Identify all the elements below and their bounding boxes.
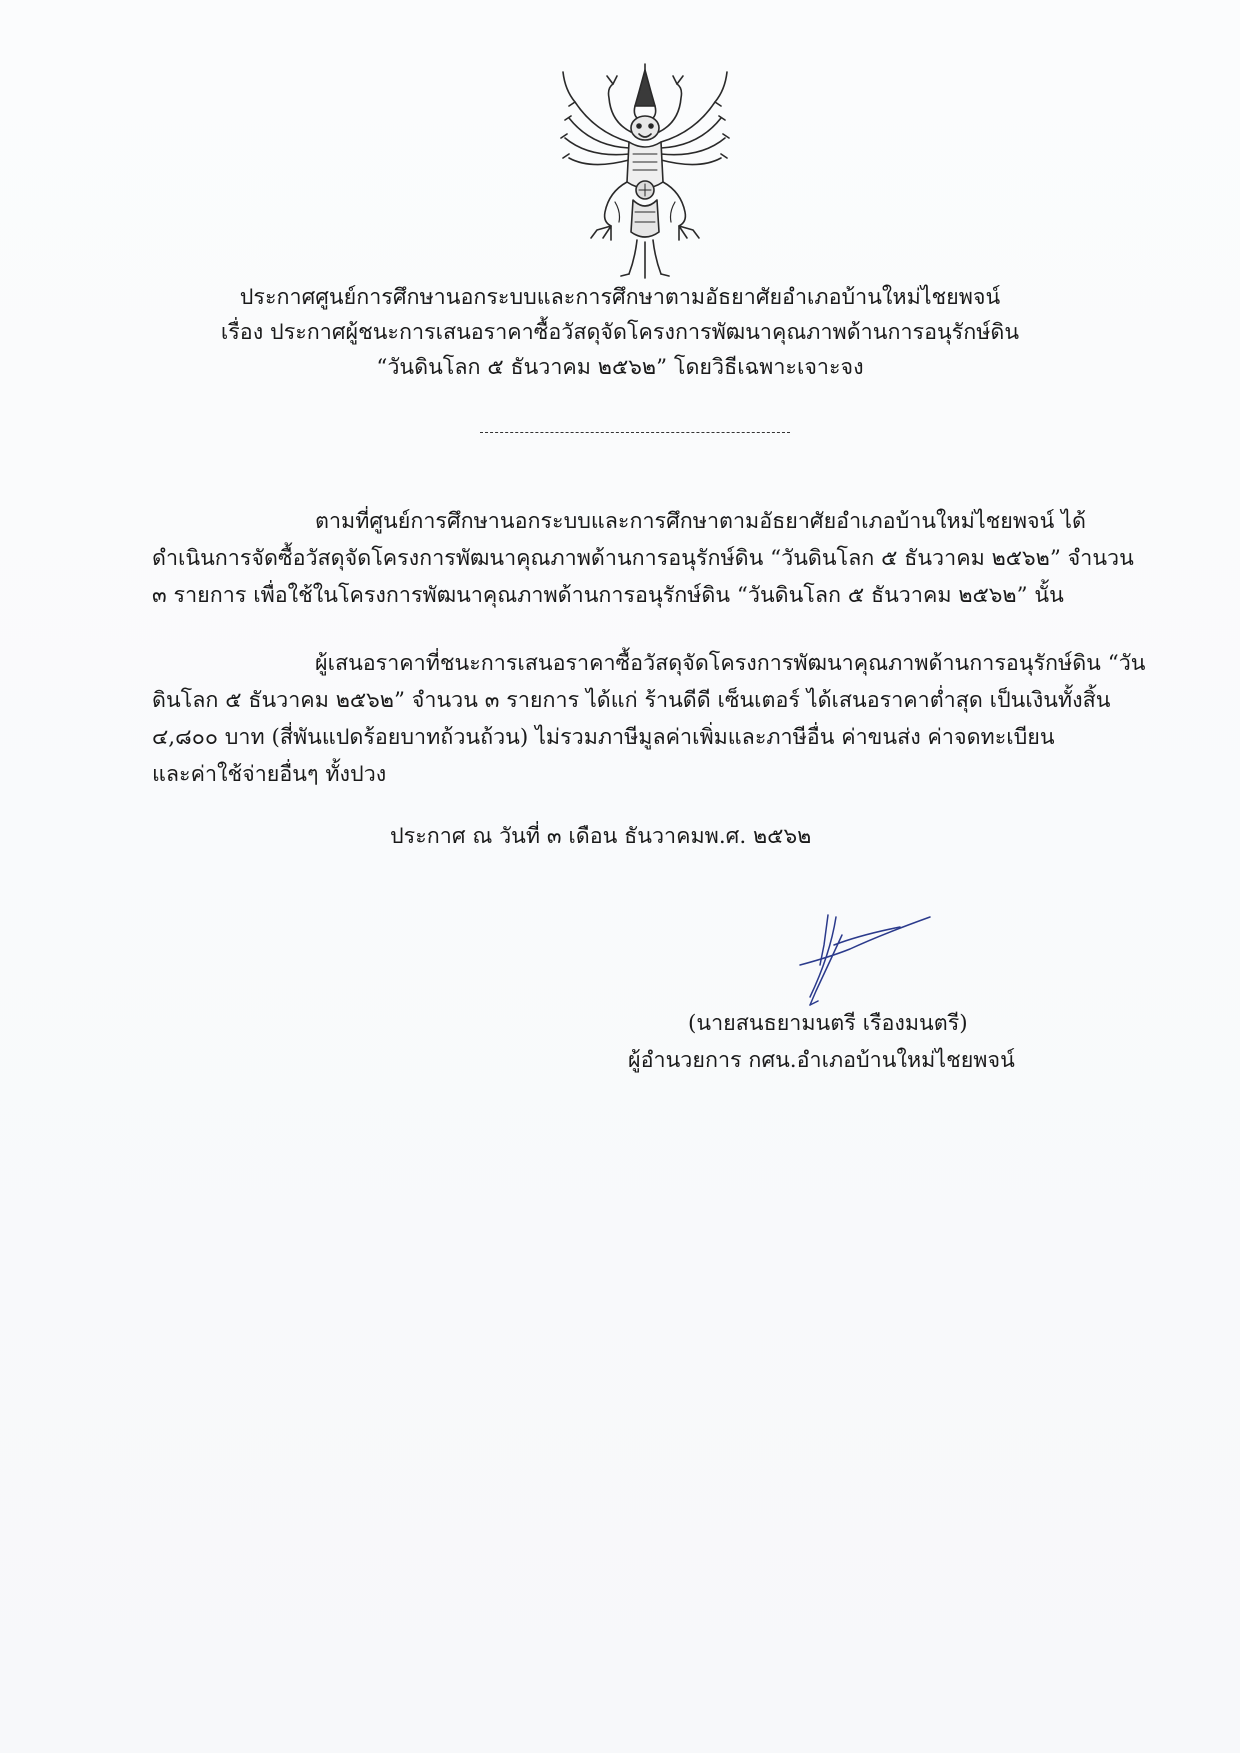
paragraph-1-line: ดำเนินการจัดซื้อวัสดุจัดโครงการพัฒนาคุณภาพด้านการอนุรักษ์ดิน “วันดินโลก ๕ ธันวาคม ๒๕๖๒” จำนวน <box>152 546 1134 571</box>
signature-icon <box>790 905 940 1015</box>
paragraph-1-line: ตามที่ศูนย์การศึกษานอกระบบและการศึกษาตามอัธยาศัยอำเภอบ้านใหม่ไชยพจน์ ได้ <box>315 509 1086 534</box>
paragraph-2-line: ดินโลก ๕ ธันวาคม ๒๕๖๒” จำนวน ๓ รายการ ได้แก่ ร้านดีดี เซ็นเตอร์ ได้เสนอราคาต่ำสุด เป็นเงินทั้งสิ้น <box>152 688 1111 713</box>
announcement-date: ประกาศ ณ วันที่ ๓ เดือน ธันวาคมพ.ศ. ๒๕๖๒ <box>390 824 812 849</box>
signer-title: ผู้อำนวยการ กศน.อำเภอบ้านใหม่ไชยพจน์ <box>628 1048 1015 1073</box>
garuda-emblem-icon <box>555 62 735 280</box>
header-title: ประกาศศูนย์การศึกษานอกระบบและการศึกษาตามอัธยาศัยอำเภอบ้านใหม่ไชยพจน์ <box>239 285 1001 310</box>
paragraph-2 <box>152 645 1146 793</box>
paragraph-1-line: ๓ รายการ เพื่อใช้ในโครงการพัฒนาคุณภาพด้านการอนุรักษ์ดิน “วันดินโลก ๕ ธันวาคม ๒๕๖๒” นั้น <box>152 583 1064 608</box>
paragraph-1 <box>152 503 1134 614</box>
signer-name: (นายสนธยามนตรี เรืองมนตรี) <box>688 1011 968 1036</box>
header-divider <box>480 432 790 433</box>
announcement-header <box>0 280 1240 385</box>
paragraph-2-line: ผู้เสนอราคาที่ชนะการเสนอราคาซื้อวัสดุจัดโครงการพัฒนาคุณภาพด้านการอนุรักษ์ดิน “วัน <box>315 651 1146 676</box>
header-project: “วันดินโลก ๕ ธันวาคม ๒๕๖๒” โดยวิธีเฉพาะเจาะจง <box>376 355 864 380</box>
paragraph-2-line: ๔,๘๐๐ บาท (สี่พันแปดร้อยบาทถ้วนถ้วน) ไม่รวมภาษีมูลค่าเพิ่มและภาษีอื่น ค่าขนส่ง ค่าจดทะเบียน <box>152 725 1055 750</box>
header-subject: เรื่อง ประกาศผู้ชนะการเสนอราคาซื้อวัสดุจัดโครงการพัฒนาคุณภาพด้านการอนุรักษ์ดิน <box>220 320 1020 345</box>
paragraph-2-line: และค่าใช้จ่ายอื่นๆ ทั้งปวง <box>152 762 387 787</box>
